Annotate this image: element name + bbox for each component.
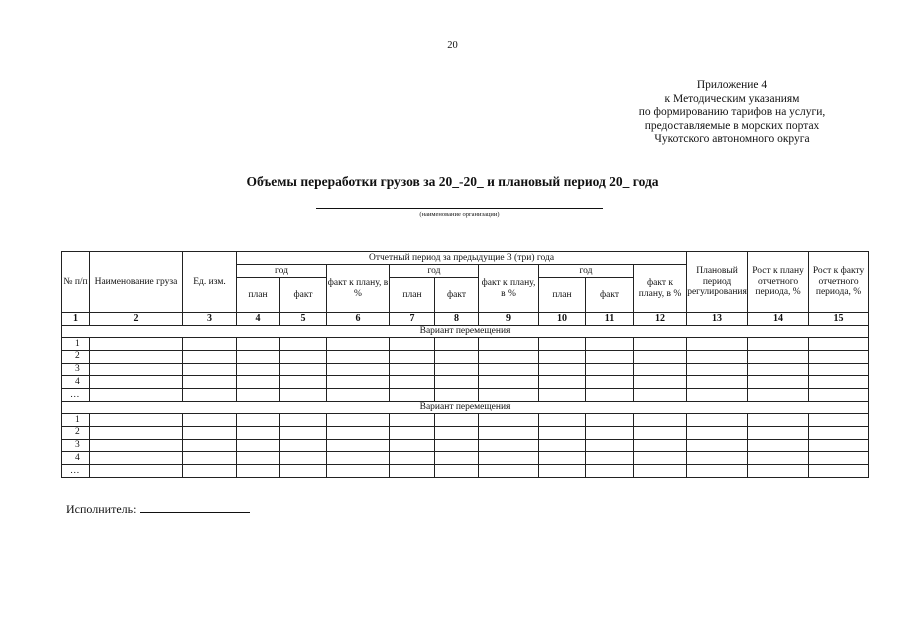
table-cell[interactable] bbox=[586, 413, 634, 426]
row-number: 1 bbox=[62, 338, 90, 351]
table-cell[interactable] bbox=[634, 338, 687, 351]
table-cell[interactable] bbox=[327, 338, 390, 351]
table-cell[interactable] bbox=[280, 452, 327, 465]
table-row bbox=[62, 413, 869, 426]
table-cell[interactable] bbox=[586, 452, 634, 465]
table-cell[interactable] bbox=[237, 389, 280, 402]
table-cell[interactable] bbox=[183, 350, 237, 363]
table-cell[interactable] bbox=[327, 389, 390, 402]
table-cell[interactable] bbox=[748, 452, 809, 465]
table-cell[interactable] bbox=[687, 338, 748, 351]
row-number: 3 bbox=[62, 363, 90, 376]
table-row bbox=[62, 350, 869, 363]
table-cell[interactable] bbox=[90, 338, 183, 351]
column-number: 3 bbox=[183, 313, 237, 326]
column-number: 8 bbox=[435, 313, 479, 326]
table-cell[interactable] bbox=[687, 452, 748, 465]
table-cell[interactable] bbox=[90, 452, 183, 465]
table-cell[interactable] bbox=[748, 376, 809, 389]
header-growth-plan: Рост к плану отчетного периода, % bbox=[748, 252, 809, 313]
table-cell[interactable] bbox=[237, 426, 280, 439]
table-cell[interactable] bbox=[280, 413, 327, 426]
table-cell[interactable] bbox=[479, 452, 539, 465]
table-cell[interactable] bbox=[539, 426, 586, 439]
table-cell[interactable] bbox=[539, 452, 586, 465]
executor-signature bbox=[66, 501, 250, 517]
table-cell[interactable] bbox=[634, 426, 687, 439]
table-cell[interactable] bbox=[90, 439, 183, 452]
table-cell[interactable] bbox=[280, 426, 327, 439]
table-cell[interactable] bbox=[390, 350, 435, 363]
table-cell[interactable] bbox=[809, 452, 869, 465]
table-cell[interactable] bbox=[390, 452, 435, 465]
table-cell[interactable] bbox=[748, 350, 809, 363]
table-cell[interactable] bbox=[687, 439, 748, 452]
row-number: 2 bbox=[62, 426, 90, 439]
table-cell[interactable] bbox=[237, 338, 280, 351]
table-cell[interactable] bbox=[634, 465, 687, 478]
table-row bbox=[62, 426, 869, 439]
table-cell[interactable] bbox=[327, 363, 390, 376]
table-cell[interactable] bbox=[237, 465, 280, 478]
table-cell[interactable] bbox=[479, 376, 539, 389]
table-cell[interactable] bbox=[90, 426, 183, 439]
table-cell[interactable] bbox=[237, 363, 280, 376]
table-cell[interactable] bbox=[634, 389, 687, 402]
table-cell[interactable] bbox=[748, 426, 809, 439]
table-cell[interactable] bbox=[748, 338, 809, 351]
table-cell[interactable] bbox=[748, 363, 809, 376]
table-cell[interactable] bbox=[539, 350, 586, 363]
table-cell[interactable] bbox=[90, 350, 183, 363]
table-cell[interactable] bbox=[809, 439, 869, 452]
table-cell[interactable] bbox=[479, 439, 539, 452]
cargo-volume-table bbox=[61, 251, 869, 478]
table-cell[interactable] bbox=[327, 439, 390, 452]
table-cell[interactable] bbox=[90, 376, 183, 389]
row-number: 4 bbox=[62, 376, 90, 389]
table-cell[interactable] bbox=[90, 363, 183, 376]
table-cell[interactable] bbox=[90, 413, 183, 426]
row-number: … bbox=[62, 465, 90, 478]
table-cell[interactable] bbox=[634, 363, 687, 376]
table-row bbox=[62, 338, 869, 351]
appendix-line-1: Приложение 4 bbox=[696, 79, 768, 91]
table-cell[interactable] bbox=[183, 439, 237, 452]
table-cell[interactable] bbox=[687, 465, 748, 478]
table-cell[interactable] bbox=[435, 350, 479, 363]
row-number: … bbox=[62, 389, 90, 402]
table-cell[interactable] bbox=[586, 376, 634, 389]
table-cell[interactable] bbox=[479, 363, 539, 376]
header-growth-fact: Рост к факту отчетного периода, % bbox=[809, 252, 869, 313]
table-cell[interactable] bbox=[183, 376, 237, 389]
table-cell[interactable] bbox=[479, 465, 539, 478]
table-cell[interactable] bbox=[539, 338, 586, 351]
table-cell[interactable] bbox=[237, 413, 280, 426]
appendix-line-5: Чукотского автономного округа bbox=[654, 133, 810, 145]
row-number: 2 bbox=[62, 350, 90, 363]
table-cell[interactable] bbox=[809, 426, 869, 439]
appendix-line-2: к Методическим указаниям bbox=[664, 92, 800, 105]
table-cell[interactable] bbox=[748, 389, 809, 402]
row-number: 1 bbox=[62, 413, 90, 426]
table-cell[interactable] bbox=[183, 452, 237, 465]
header-year-3: год bbox=[539, 265, 634, 278]
table-cell[interactable] bbox=[435, 363, 479, 376]
appendix-line-4: предоставляемые в морских портах bbox=[644, 119, 820, 132]
table-cell[interactable] bbox=[435, 376, 479, 389]
column-number-row bbox=[62, 313, 869, 326]
table-cell[interactable] bbox=[280, 389, 327, 402]
table-cell[interactable] bbox=[586, 439, 634, 452]
table-cell[interactable] bbox=[237, 452, 280, 465]
table-row bbox=[62, 376, 869, 389]
column-number: 11 bbox=[586, 313, 634, 326]
table-cell[interactable] bbox=[390, 389, 435, 402]
table-cell[interactable] bbox=[390, 338, 435, 351]
executor-signature-line[interactable] bbox=[140, 501, 250, 513]
column-number: 5 bbox=[280, 313, 327, 326]
table-cell[interactable] bbox=[327, 465, 390, 478]
section-label: Вариант перемещения bbox=[62, 401, 869, 413]
column-number: 13 bbox=[687, 313, 748, 326]
column-number: 14 bbox=[748, 313, 809, 326]
header-fact-pct-3: факт к плану, в % bbox=[634, 265, 687, 313]
header-plan-3: план bbox=[539, 278, 586, 313]
table-cell[interactable] bbox=[183, 338, 237, 351]
header-unit: Ед. изм. bbox=[183, 252, 237, 313]
table-cell[interactable] bbox=[390, 413, 435, 426]
table-cell[interactable] bbox=[183, 413, 237, 426]
header-fact-pct-2: факт к плану, в % bbox=[479, 265, 539, 313]
table-cell[interactable] bbox=[687, 426, 748, 439]
table-cell[interactable] bbox=[183, 389, 237, 402]
table-cell[interactable] bbox=[237, 376, 280, 389]
table-cell[interactable] bbox=[327, 452, 390, 465]
column-number: 1 bbox=[62, 313, 90, 326]
table-cell[interactable] bbox=[634, 452, 687, 465]
table-cell[interactable] bbox=[748, 439, 809, 452]
table-cell[interactable] bbox=[687, 350, 748, 363]
table-cell[interactable] bbox=[435, 439, 479, 452]
table-cell[interactable] bbox=[634, 376, 687, 389]
table-cell[interactable] bbox=[634, 350, 687, 363]
row-number: 4 bbox=[62, 452, 90, 465]
column-number: 10 bbox=[539, 313, 586, 326]
table-cell[interactable] bbox=[280, 363, 327, 376]
column-number: 2 bbox=[90, 313, 183, 326]
column-number: 7 bbox=[390, 313, 435, 326]
table-cell[interactable] bbox=[280, 465, 327, 478]
table-cell[interactable] bbox=[327, 376, 390, 389]
header-year-2: год bbox=[390, 265, 479, 278]
table-cell[interactable] bbox=[237, 439, 280, 452]
table-cell[interactable] bbox=[687, 389, 748, 402]
table-cell[interactable] bbox=[435, 426, 479, 439]
document-title: Объемы переработки грузов за 20_-20_ и плановый период 20_ года bbox=[246, 174, 659, 189]
table-cell[interactable] bbox=[809, 376, 869, 389]
row-number: 3 bbox=[62, 439, 90, 452]
table-cell[interactable] bbox=[280, 338, 327, 351]
header-plan-2: план bbox=[390, 278, 435, 313]
header-num: № п/п bbox=[62, 252, 90, 313]
table-cell[interactable] bbox=[634, 413, 687, 426]
header-plan-1: план bbox=[237, 278, 280, 313]
header-year-1: год bbox=[237, 265, 327, 278]
table-row bbox=[62, 439, 869, 452]
header-fact-3: факт bbox=[586, 278, 634, 313]
column-number: 6 bbox=[327, 313, 390, 326]
table-cell[interactable] bbox=[539, 363, 586, 376]
table-cell[interactable] bbox=[435, 465, 479, 478]
table-cell[interactable] bbox=[809, 465, 869, 478]
table-cell[interactable] bbox=[809, 363, 869, 376]
table-cell[interactable] bbox=[90, 465, 183, 478]
table-cell[interactable] bbox=[390, 426, 435, 439]
table-cell[interactable] bbox=[687, 376, 748, 389]
appendix-line-3: по формированию тарифов на услуги, bbox=[638, 106, 826, 118]
table-cell[interactable] bbox=[539, 413, 586, 426]
organization-caption: (наименование организации) bbox=[419, 211, 500, 218]
table-cell[interactable] bbox=[479, 426, 539, 439]
table-cell[interactable] bbox=[539, 376, 586, 389]
table-cell[interactable] bbox=[539, 389, 586, 402]
table-cell[interactable] bbox=[748, 465, 809, 478]
page-number: 20 bbox=[447, 40, 458, 51]
table-cell[interactable] bbox=[748, 413, 809, 426]
table-cell[interactable] bbox=[586, 338, 634, 351]
table-cell[interactable] bbox=[390, 376, 435, 389]
table-cell[interactable] bbox=[586, 350, 634, 363]
table-cell[interactable] bbox=[183, 426, 237, 439]
table-cell[interactable] bbox=[809, 338, 869, 351]
table-cell[interactable] bbox=[539, 439, 586, 452]
column-number: 4 bbox=[237, 313, 280, 326]
table-cell[interactable] bbox=[586, 465, 634, 478]
table-row bbox=[62, 452, 869, 465]
table-cell[interactable] bbox=[479, 338, 539, 351]
table-cell[interactable] bbox=[327, 426, 390, 439]
table-cell[interactable] bbox=[586, 426, 634, 439]
table-row bbox=[62, 363, 869, 376]
header-reporting-period: Отчетный период за предыдущие 3 (три) года bbox=[237, 252, 687, 265]
table-cell[interactable] bbox=[237, 350, 280, 363]
table-cell[interactable] bbox=[479, 389, 539, 402]
table-cell[interactable] bbox=[280, 350, 327, 363]
table-cell[interactable] bbox=[327, 413, 390, 426]
table-cell[interactable] bbox=[634, 439, 687, 452]
header-planned-period: Плановый период регулирования bbox=[687, 252, 748, 313]
table-cell[interactable] bbox=[390, 363, 435, 376]
column-number: 15 bbox=[809, 313, 869, 326]
table-cell[interactable] bbox=[479, 350, 539, 363]
executor-label: Исполнитель: bbox=[66, 502, 137, 516]
header-fact-pct-1: факт к плану, в % bbox=[327, 265, 390, 313]
table-cell[interactable] bbox=[687, 413, 748, 426]
header-fact-2: факт bbox=[435, 278, 479, 313]
table-cell[interactable] bbox=[586, 363, 634, 376]
table-row bbox=[62, 465, 869, 478]
table-cell[interactable] bbox=[809, 389, 869, 402]
table-cell[interactable] bbox=[687, 363, 748, 376]
table-cell[interactable] bbox=[435, 389, 479, 402]
table-cell[interactable] bbox=[479, 413, 539, 426]
organization-name-line bbox=[316, 208, 603, 209]
table-row bbox=[62, 389, 869, 402]
section-label: Вариант перемещения bbox=[62, 326, 869, 338]
table-cell[interactable] bbox=[809, 413, 869, 426]
table-cell[interactable] bbox=[280, 439, 327, 452]
table-cell[interactable] bbox=[183, 465, 237, 478]
appendix-reference bbox=[617, 79, 847, 147]
table-cell[interactable] bbox=[435, 452, 479, 465]
table-cell[interactable] bbox=[586, 389, 634, 402]
table-cell[interactable] bbox=[435, 338, 479, 351]
table-cell[interactable] bbox=[280, 376, 327, 389]
column-number: 9 bbox=[479, 313, 539, 326]
table-cell[interactable] bbox=[390, 465, 435, 478]
table-cell[interactable] bbox=[390, 439, 435, 452]
header-fact-1: факт bbox=[280, 278, 327, 313]
table-cell[interactable] bbox=[435, 413, 479, 426]
table-cell[interactable] bbox=[183, 363, 237, 376]
column-number: 12 bbox=[634, 313, 687, 326]
table-cell[interactable] bbox=[327, 350, 390, 363]
table-cell[interactable] bbox=[809, 350, 869, 363]
table-cell[interactable] bbox=[90, 389, 183, 402]
header-cargo-name: Наименование груза bbox=[90, 252, 183, 313]
table-cell[interactable] bbox=[539, 465, 586, 478]
